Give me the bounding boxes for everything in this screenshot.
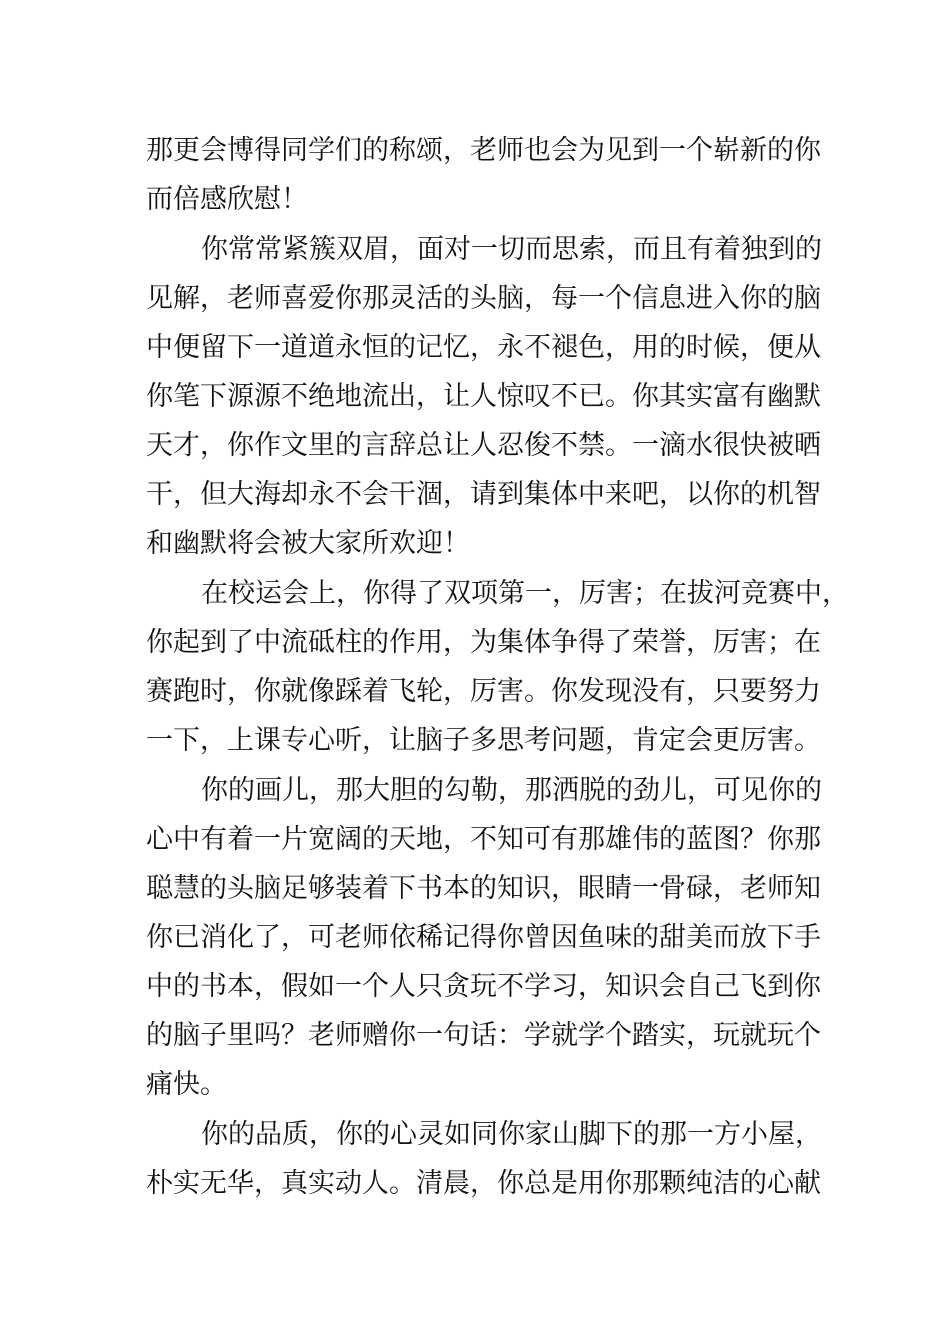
text-line: 痛快。 bbox=[146, 1069, 227, 1100]
text-line: 朴实无华，真实动人。清晨，你总是用你那颗纯洁的心献 bbox=[146, 1168, 821, 1199]
text-line: 在校运会上，你得了双项第一，厉害；在拔河竞赛中， bbox=[201, 578, 849, 609]
text-line: 你笔下源源不绝地流出，让人惊叹不已。你其实富有幽默 bbox=[146, 381, 821, 412]
text-line: 干，但大海却永不会干涸，请到集体中来吧，以你的机智 bbox=[146, 479, 821, 510]
text-line: 中便留下一道道永恒的记忆，永不褪色，用的时候，便从 bbox=[146, 332, 821, 363]
text-line: 天才，你作文里的言辞总让人忍俊不禁。一滴水很快被晒 bbox=[146, 430, 821, 461]
paragraph-1 bbox=[146, 126, 821, 224]
text-line: 你的品质，你的心灵如同你家山脚下的那一方小屋， bbox=[201, 1119, 822, 1150]
text-line: 聪慧的头脑足够装着下书本的知识，眼睛一骨碌，老师知 bbox=[146, 873, 821, 904]
paragraph-5 bbox=[146, 1110, 822, 1208]
text-line: 赛跑时，你就像踩着飞轮，厉害。你发现没有，只要努力 bbox=[146, 676, 821, 707]
text-line: 你起到了中流砥柱的作用，为集体争得了荣誉，厉害；在 bbox=[146, 627, 821, 658]
paragraph-3 bbox=[146, 569, 849, 765]
document-body bbox=[146, 126, 849, 1209]
text-line: 你的画儿，那大胆的勾勒，那洒脱的劲儿，可见你的 bbox=[201, 775, 822, 806]
paragraph-2 bbox=[146, 225, 822, 568]
text-line: 你已消化了，可老师依稀记得你曾因鱼味的甜美而放下手 bbox=[146, 922, 821, 953]
text-line: 和幽默将会被大家所欢迎！ bbox=[146, 528, 470, 559]
paragraph-4 bbox=[146, 766, 822, 1109]
text-line: 那更会博得同学们的称颂，老师也会为见到一个崭新的你 bbox=[146, 135, 821, 166]
text-line: 见解，老师喜爱你那灵活的头脑，每一个信息进入你的脑 bbox=[146, 283, 821, 314]
text-line: 的脑子里吗？老师赠你一句话：学就学个踏实，玩就玩个 bbox=[146, 1020, 821, 1051]
text-line: 一下，上课专心听，让脑子多思考问题，肯定会更厉害。 bbox=[146, 725, 821, 756]
text-line: 中的书本，假如一个人只贪玩不学习，知识会自己飞到你 bbox=[146, 971, 821, 1002]
text-line: 而倍感欣慰！ bbox=[146, 184, 308, 215]
text-line: 你常常紧簇双眉，面对一切而思索，而且有着独到的 bbox=[201, 234, 822, 265]
text-line: 心中有着一片宽阔的天地，不知可有那雄伟的蓝图？你那 bbox=[146, 824, 821, 855]
